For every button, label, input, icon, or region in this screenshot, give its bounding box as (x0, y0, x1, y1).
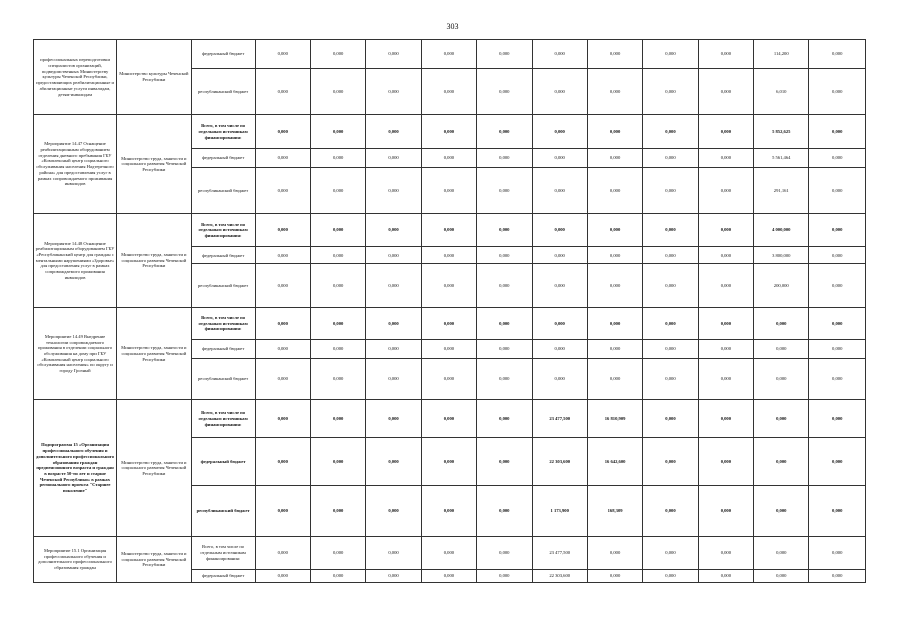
funding-source: Всего, в том числе по отдельным источникам финансирования: (191, 115, 255, 149)
funding-source: Всего, в том числе по отдельным источникам финансирования: (191, 308, 255, 339)
amount-cell: 0,000 (643, 148, 698, 167)
amount-cell: 0,000 (587, 247, 642, 264)
table-row (34, 400, 866, 438)
amount-cell: 0,000 (809, 358, 866, 400)
page-number: 303 (446, 22, 459, 31)
amount-cell: 0,000 (754, 486, 809, 536)
amount-cell: 0,000 (809, 400, 866, 438)
funding-source: федеральный бюджет (191, 247, 255, 264)
executor-name: Министерство труда, занятости и социального развития Чеченской Республики (117, 308, 192, 400)
amount-cell: 0,000 (532, 115, 587, 149)
amount-cell: 0,000 (587, 536, 642, 570)
amount-cell: 114,200 (754, 40, 809, 69)
amount-cell: 0,000 (643, 438, 698, 486)
measure-name: Мероприятие 14.47 Оснащение реабилитационным оборудованием отделения дневного пребывания ГБУ «Комплексный центр социального обслуживания населения Надтеречного района» для предоставления услуг в рамках сопровождаемого проживания инвалидов (34, 115, 117, 214)
amount-cell: 0,000 (532, 247, 587, 264)
amount-cell: 0,000 (809, 438, 866, 486)
amount-cell: 0,000 (809, 213, 866, 247)
amount-cell: 0,000 (809, 115, 866, 149)
amount-cell: 0,000 (310, 358, 365, 400)
amount-cell: 0,000 (643, 570, 698, 583)
measure-name: Подпрограмма 15 «Организация профессионального обучения и дополнительного профессионального образования граждан предпенсионного возраста и граждан в возрасте 50-ти лет и старше Чеченской Республики» в рамках регионального проекта "Старшее поколение" (34, 400, 117, 536)
funding-source: федеральный бюджет (191, 339, 255, 358)
amount-cell: 0,000 (643, 400, 698, 438)
amount-cell: 0,000 (477, 264, 532, 308)
amount-cell: 0,000 (366, 308, 421, 339)
executor-name: Министерство культуры Чеченской Республики (117, 40, 192, 115)
amount-cell: 0,000 (809, 167, 866, 213)
amount-cell: 0,000 (421, 148, 476, 167)
table-row (34, 213, 866, 247)
funding-source: республиканский бюджет (191, 69, 255, 115)
amount-cell: 0,000 (809, 69, 866, 115)
amount-cell: 0,000 (477, 438, 532, 486)
amount-cell: 0,000 (754, 438, 809, 486)
amount-cell: 0,000 (477, 536, 532, 570)
funding-source: Всего, в том числе по отдельным источникам финансирования: (191, 400, 255, 438)
amount-cell: 0,000 (255, 167, 310, 213)
amount-cell: 0,000 (477, 148, 532, 167)
table-row (34, 40, 866, 69)
amount-cell: 0,000 (310, 69, 365, 115)
amount-cell: 0,000 (809, 308, 866, 339)
amount-cell: 0,000 (255, 400, 310, 438)
amount-cell: 0,000 (643, 213, 698, 247)
amount-cell: 0,000 (366, 438, 421, 486)
amount-cell: 0,000 (587, 40, 642, 69)
amount-cell: 0,000 (421, 358, 476, 400)
amount-cell: 5 561,464 (754, 148, 809, 167)
funding-source: Всего, в том числе по отдельным источникам финансирования: (191, 536, 255, 570)
amount-cell: 0,000 (477, 69, 532, 115)
amount-cell: 0,000 (698, 69, 753, 115)
funding-source: республиканский бюджет (191, 358, 255, 400)
funding-source: Всего, в том числе по отдельным источникам финансирования: (191, 213, 255, 247)
measure-name: Мероприятие 14.49 Внедрение технологии сопровождаемого проживания в отделении социального обслуживания на дому при ГБУ «Комплексный центр социального обслуживания населения» по округу и городу Грозный (34, 308, 117, 400)
amount-cell: 4 000,000 (754, 213, 809, 247)
amount-cell: 0,000 (477, 358, 532, 400)
amount-cell: 16 810,909 (587, 400, 642, 438)
funding-source: республиканский бюджет (191, 264, 255, 308)
amount-cell: 22 303,600 (532, 438, 587, 486)
amount-cell: 0,000 (698, 213, 753, 247)
amount-cell: 0,000 (366, 264, 421, 308)
amount-cell: 0,000 (366, 167, 421, 213)
amount-cell: 0,000 (532, 339, 587, 358)
amount-cell: 0,000 (809, 247, 866, 264)
amount-cell: 0,000 (366, 40, 421, 69)
amount-cell: 0,000 (366, 247, 421, 264)
amount-cell: 0,000 (421, 264, 476, 308)
amount-cell: 0,000 (366, 570, 421, 583)
amount-cell: 0,000 (477, 400, 532, 438)
amount-cell: 0,000 (643, 69, 698, 115)
amount-cell: 0,000 (310, 400, 365, 438)
amount-cell: 168,309 (587, 486, 642, 536)
table-row (34, 536, 866, 570)
amount-cell: 0,000 (532, 264, 587, 308)
amount-cell: 0,000 (532, 358, 587, 400)
amount-cell: 0,000 (421, 69, 476, 115)
amount-cell: 0,000 (698, 115, 753, 149)
amount-cell: 0,000 (643, 339, 698, 358)
amount-cell: 0,000 (643, 358, 698, 400)
amount-cell: 0,000 (421, 308, 476, 339)
amount-cell: 0,000 (809, 486, 866, 536)
amount-cell: 3 800,000 (754, 247, 809, 264)
measure-name: Мероприятие 15.1 Организация профессионального обучения и дополнительного профессионального образования граждан (34, 536, 117, 582)
amount-cell: 0,000 (255, 40, 310, 69)
amount-cell: 0,000 (255, 486, 310, 536)
amount-cell: 0,000 (698, 536, 753, 570)
amount-cell: 0,000 (310, 115, 365, 149)
amount-cell: 0,000 (587, 69, 642, 115)
amount-cell: 0,000 (310, 339, 365, 358)
amount-cell: 0,000 (421, 167, 476, 213)
amount-cell: 0,000 (477, 339, 532, 358)
amount-cell: 0,000 (477, 308, 532, 339)
amount-cell: 0,000 (310, 536, 365, 570)
amount-cell: 0,000 (255, 536, 310, 570)
amount-cell: 0,000 (809, 40, 866, 69)
amount-cell: 0,000 (587, 213, 642, 247)
amount-cell: 16 642,600 (587, 438, 642, 486)
amount-cell: 0,000 (587, 148, 642, 167)
amount-cell: 23 477,500 (532, 400, 587, 438)
amount-cell: 0,000 (754, 536, 809, 570)
amount-cell: 0,000 (477, 486, 532, 536)
amount-cell: 0,000 (643, 536, 698, 570)
amount-cell: 291,161 (754, 167, 809, 213)
amount-cell: 1 173,900 (532, 486, 587, 536)
amount-cell: 0,000 (421, 115, 476, 149)
amount-cell: 0,000 (421, 438, 476, 486)
amount-cell: 0,000 (421, 570, 476, 583)
budget-table (33, 39, 866, 583)
amount-cell: 0,000 (754, 400, 809, 438)
amount-cell: 0,000 (698, 570, 753, 583)
amount-cell: 0,000 (698, 308, 753, 339)
amount-cell: 0,000 (477, 570, 532, 583)
amount-cell: 0,000 (698, 358, 753, 400)
amount-cell: 0,000 (809, 148, 866, 167)
amount-cell: 0,000 (754, 570, 809, 583)
measure-name: профессиональных переподготовки специалистов организаций, подведомственных Министерству культуры Чеченской Республики, предоставляющих реабилитационные и абилитационные услуги инвалидам, детям-инвалидам (34, 40, 117, 115)
amount-cell: 0,000 (366, 148, 421, 167)
amount-cell: 0,000 (366, 358, 421, 400)
amount-cell: 6,010 (754, 69, 809, 115)
amount-cell: 0,000 (698, 167, 753, 213)
amount-cell: 0,000 (698, 40, 753, 69)
amount-cell: 0,000 (421, 536, 476, 570)
executor-name: Министерство труда, занятости и социального развития Чеченской Республики (117, 213, 192, 307)
amount-cell: 0,000 (366, 486, 421, 536)
amount-cell: 0,000 (255, 69, 310, 115)
amount-cell: 0,000 (754, 339, 809, 358)
amount-cell: 0,000 (366, 69, 421, 115)
amount-cell: 0,000 (643, 115, 698, 149)
amount-cell: 0,000 (698, 400, 753, 438)
amount-cell: 0,000 (421, 213, 476, 247)
executor-name: Министерство труда, занятости и социального развития Чеченской Республики (117, 536, 192, 582)
amount-cell: 0,000 (421, 400, 476, 438)
amount-cell: 0,000 (643, 167, 698, 213)
funding-source: республиканский бюджет (191, 167, 255, 213)
amount-cell: 0,000 (587, 339, 642, 358)
amount-cell: 0,000 (366, 339, 421, 358)
amount-cell: 0,000 (698, 264, 753, 308)
amount-cell: 0,000 (532, 308, 587, 339)
amount-cell: 0,000 (366, 400, 421, 438)
amount-cell: 0,000 (366, 536, 421, 570)
amount-cell: 0,000 (255, 339, 310, 358)
amount-cell: 0,000 (310, 308, 365, 339)
amount-cell: 0,000 (310, 486, 365, 536)
amount-cell: 0,000 (310, 247, 365, 264)
amount-cell: 0,000 (255, 247, 310, 264)
amount-cell: 5 852,625 (754, 115, 809, 149)
amount-cell: 0,000 (643, 308, 698, 339)
amount-cell: 0,000 (477, 247, 532, 264)
amount-cell: 0,000 (643, 264, 698, 308)
amount-cell: 0,000 (643, 486, 698, 536)
amount-cell: 0,000 (255, 570, 310, 583)
funding-source: федеральный бюджет (191, 570, 255, 583)
amount-cell: 0,000 (698, 486, 753, 536)
amount-cell: 0,000 (477, 115, 532, 149)
amount-cell: 0,000 (477, 40, 532, 69)
amount-cell: 0,000 (698, 339, 753, 358)
funding-source: федеральный бюджет (191, 40, 255, 69)
executor-name: Министерство труда, занятости и социального развития Чеченской Республики (117, 115, 192, 214)
table-row (34, 115, 866, 149)
amount-cell: 0,000 (255, 213, 310, 247)
amount-cell: 0,000 (532, 213, 587, 247)
amount-cell: 0,000 (587, 358, 642, 400)
amount-cell: 0,000 (532, 167, 587, 213)
amount-cell: 0,000 (809, 339, 866, 358)
amount-cell: 0,000 (421, 339, 476, 358)
amount-cell: 0,000 (310, 438, 365, 486)
amount-cell: 0,000 (255, 438, 310, 486)
executor-name: Министерство труда, занятости и социального развития Чеченской Республики (117, 400, 192, 536)
amount-cell: 0,000 (255, 308, 310, 339)
amount-cell: 0,000 (698, 438, 753, 486)
amount-cell: 0,000 (421, 40, 476, 69)
amount-cell: 200,000 (754, 264, 809, 308)
amount-cell: 0,000 (809, 570, 866, 583)
measure-name: Мероприятие 14.48 Оснащение реабилитационным оборудованием ГБУ «Республиканский центр для граждан с ментальными нарушениями «Здоровье» для предоставления услуг в рамках сопровождаемого проживания инвалидов (34, 213, 117, 307)
amount-cell: 0,000 (310, 213, 365, 247)
amount-cell: 0,000 (255, 264, 310, 308)
amount-cell: 0,000 (421, 247, 476, 264)
amount-cell: 0,000 (310, 148, 365, 167)
amount-cell: 0,000 (366, 115, 421, 149)
amount-cell: 0,000 (310, 167, 365, 213)
amount-cell: 0,000 (643, 247, 698, 264)
amount-cell: 0,000 (477, 167, 532, 213)
funding-source: федеральный бюджет (191, 148, 255, 167)
amount-cell: 0,000 (366, 213, 421, 247)
amount-cell: 22 303,600 (532, 570, 587, 583)
amount-cell: 0,000 (587, 570, 642, 583)
amount-cell: 0,000 (698, 247, 753, 264)
amount-cell: 0,000 (310, 40, 365, 69)
amount-cell: 0,000 (255, 358, 310, 400)
amount-cell: 0,000 (310, 264, 365, 308)
amount-cell: 0,000 (421, 486, 476, 536)
amount-cell: 23 477,500 (532, 536, 587, 570)
amount-cell: 0,000 (255, 148, 310, 167)
amount-cell: 0,000 (532, 40, 587, 69)
amount-cell: 0,000 (532, 148, 587, 167)
amount-cell: 0,000 (809, 536, 866, 570)
amount-cell: 0,000 (754, 358, 809, 400)
amount-cell: 0,000 (754, 308, 809, 339)
amount-cell: 0,000 (587, 264, 642, 308)
amount-cell: 0,000 (587, 115, 642, 149)
amount-cell: 0,000 (532, 69, 587, 115)
amount-cell: 0,000 (698, 148, 753, 167)
amount-cell: 0,000 (310, 570, 365, 583)
amount-cell: 0,000 (255, 115, 310, 149)
amount-cell: 0,000 (587, 308, 642, 339)
funding-source: федеральный бюджет (191, 438, 255, 486)
funding-source: республиканский бюджет (191, 486, 255, 536)
amount-cell: 0,000 (643, 40, 698, 69)
amount-cell: 0,000 (809, 264, 866, 308)
amount-cell: 0,000 (477, 213, 532, 247)
table-row (34, 308, 866, 339)
amount-cell: 0,000 (587, 167, 642, 213)
